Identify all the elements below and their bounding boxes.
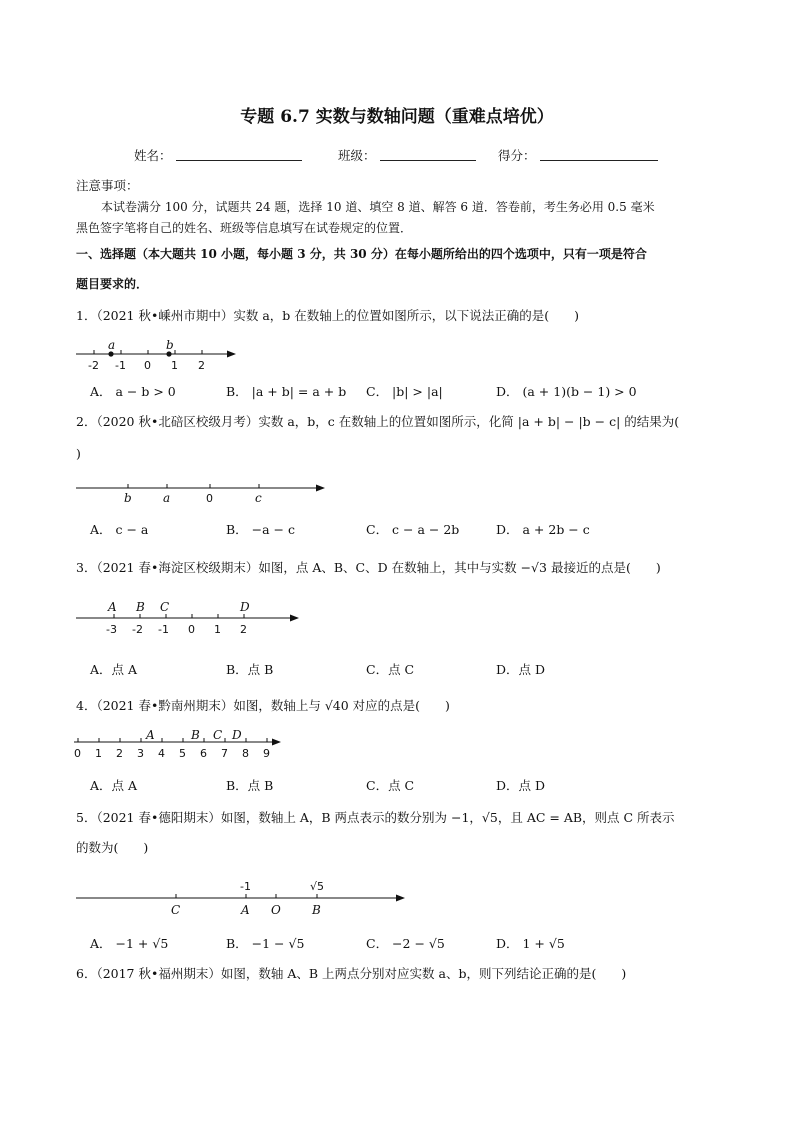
- point-c-label: C: [171, 903, 181, 917]
- point-b-label: b: [124, 491, 132, 505]
- question-2-option-a[interactable]: A． c − a: [90, 522, 149, 537]
- point-b-label: B: [312, 903, 321, 917]
- class-field[interactable]: [380, 146, 476, 161]
- tick-label: 8: [242, 747, 249, 760]
- question-2-stem-line-2: ): [76, 446, 81, 461]
- question-5-option-b[interactable]: B． −1 − √5: [226, 936, 305, 951]
- point-a-label: A: [108, 600, 117, 614]
- tick-label: 7: [221, 747, 228, 760]
- question-5-option-d[interactable]: D． 1 + √5: [496, 936, 565, 951]
- question-3-number-line: [70, 596, 310, 638]
- question-2-option-b[interactable]: B． −a − c: [226, 522, 296, 537]
- question-4-option-d[interactable]: D．点 D: [496, 778, 546, 793]
- question-4-option-a[interactable]: A．点 A: [90, 778, 138, 793]
- tick-label: 4: [158, 747, 165, 760]
- question-3-option-d[interactable]: D．点 D: [496, 662, 546, 677]
- question-5-stem-line-1: 5．（2021 春•德阳期末）如图，数轴上 A，B 两点表示的数分别为 −1，√5，且 AC = AB，则点 C 所表示: [76, 810, 675, 825]
- question-5-option-c[interactable]: C． −2 − √5: [366, 936, 445, 951]
- point-b-label: b: [166, 338, 174, 352]
- label-minus-one: -1: [240, 880, 251, 893]
- tick-label: 1: [95, 747, 102, 760]
- question-2-stem-line-1: 2．（2020 秋•北碚区校级月考）实数 a，b，c 在数轴上的位置如图所示，化简 |a + b| − |b − c| 的结果为(: [76, 414, 680, 429]
- question-1-number-line: [70, 334, 250, 374]
- point-b-dot: [166, 351, 171, 356]
- name-field[interactable]: [176, 146, 302, 161]
- point-d-label: D: [240, 600, 250, 614]
- tick-label: 0: [144, 359, 151, 372]
- point-c-label: C: [160, 600, 170, 614]
- tick-label: 0: [74, 747, 81, 760]
- point-d-label: D: [232, 728, 242, 742]
- tick-label: 2: [198, 359, 205, 372]
- tick-label: 0: [188, 623, 195, 636]
- question-1-option-a[interactable]: A． a − b > 0: [90, 384, 176, 399]
- tick-label: 5: [179, 747, 186, 760]
- point-a-label: a: [163, 491, 171, 505]
- question-2-option-d[interactable]: D． a + 2b − c: [496, 522, 590, 537]
- question-3-option-b[interactable]: B．点 B: [226, 662, 274, 677]
- tick-label: 0: [206, 492, 213, 505]
- section-heading-line-2: 题目要求的．: [76, 277, 149, 291]
- tick-label: -3: [106, 623, 117, 636]
- question-4-stem: 4．（2021 春•黔南州期末）如图，数轴上与 √40 对应的点是( ): [76, 698, 450, 713]
- question-3-option-c[interactable]: C．点 C: [366, 662, 415, 677]
- point-a-label: a: [108, 338, 116, 352]
- question-4-option-c[interactable]: C．点 C: [366, 778, 415, 793]
- notice-heading: 注意事项：: [76, 178, 139, 193]
- point-a-label: A: [241, 903, 250, 917]
- point-c-label: C: [213, 728, 223, 742]
- tick-label: 3: [137, 747, 144, 760]
- question-1-option-b[interactable]: B． |a + b| = a + b: [226, 384, 347, 399]
- notice-line-1: 本试卷满分 100 分，试题共 24 题，选择 10 道、填空 8 道、解答 6 道．答卷前，考生务必用 0.5 毫米: [101, 200, 655, 214]
- score-field[interactable]: [540, 146, 658, 161]
- point-a-dot: [108, 351, 113, 356]
- tick-label: -1: [158, 623, 169, 636]
- page-title: 专题 6.7 实数与数轴问题（重难点培优）: [240, 107, 554, 127]
- question-2-option-c[interactable]: C． c − a − 2b: [366, 522, 460, 537]
- tick-label: 2: [240, 623, 247, 636]
- question-1-stem: 1．（2021 秋•嵊州市期中）实数 a，b 在数轴上的位置如图所示，以下说法正确的是( ): [76, 308, 580, 323]
- point-a-label: A: [146, 728, 155, 742]
- score-label: 得分：: [498, 148, 536, 163]
- question-3-stem: 3．（2021 春•海淀区校级期末）如图，点 A、B、C、D 在数轴上，其中与实数 −√3 最接近的点是( ): [76, 560, 661, 575]
- section-heading-line-1: 一、选择题（本大题共 10 小题，每小题 3 分，共 30 分）在每小题所给出的四个选项中，只有一项是符合: [76, 247, 647, 261]
- tick-label: 9: [263, 747, 270, 760]
- label-sqrt-5: √5: [310, 880, 325, 893]
- question-4-number-line: [70, 726, 290, 764]
- tick-label: 6: [200, 747, 207, 760]
- question-2-number-line: [70, 474, 340, 508]
- question-5-number-line: [70, 872, 420, 922]
- notice-line-2: 黑色签字笔将自己的姓名、班级等信息填写在试卷规定的位置．: [76, 221, 413, 235]
- tick-label: -2: [132, 623, 143, 636]
- question-5-stem-line-2: 的数为( ): [76, 840, 149, 855]
- tick-label: 1: [214, 623, 221, 636]
- point-o-label: O: [271, 903, 281, 917]
- point-b-label: B: [136, 600, 145, 614]
- question-1-option-d[interactable]: D． (a + 1)(b − 1) > 0: [496, 384, 637, 399]
- point-c-label: c: [255, 491, 262, 505]
- question-5-option-a[interactable]: A． −1 + √5: [90, 936, 169, 951]
- tick-label: 2: [116, 747, 123, 760]
- tick-label: -2: [88, 359, 99, 372]
- question-6-stem: 6．（2017 秋•福州期末）如图，数轴 A、B 上两点分别对应实数 a、b，则下列结论正确的是( ): [76, 966, 627, 981]
- question-1-option-c[interactable]: C． |b| > |a|: [366, 384, 443, 399]
- tick-label: -1: [115, 359, 126, 372]
- point-b-label: B: [191, 728, 200, 742]
- tick-label: 1: [171, 359, 178, 372]
- class-label: 班级：: [338, 148, 376, 163]
- question-4-option-b[interactable]: B．点 B: [226, 778, 274, 793]
- name-label: 姓名：: [134, 148, 172, 163]
- question-3-option-a[interactable]: A．点 A: [90, 662, 138, 677]
